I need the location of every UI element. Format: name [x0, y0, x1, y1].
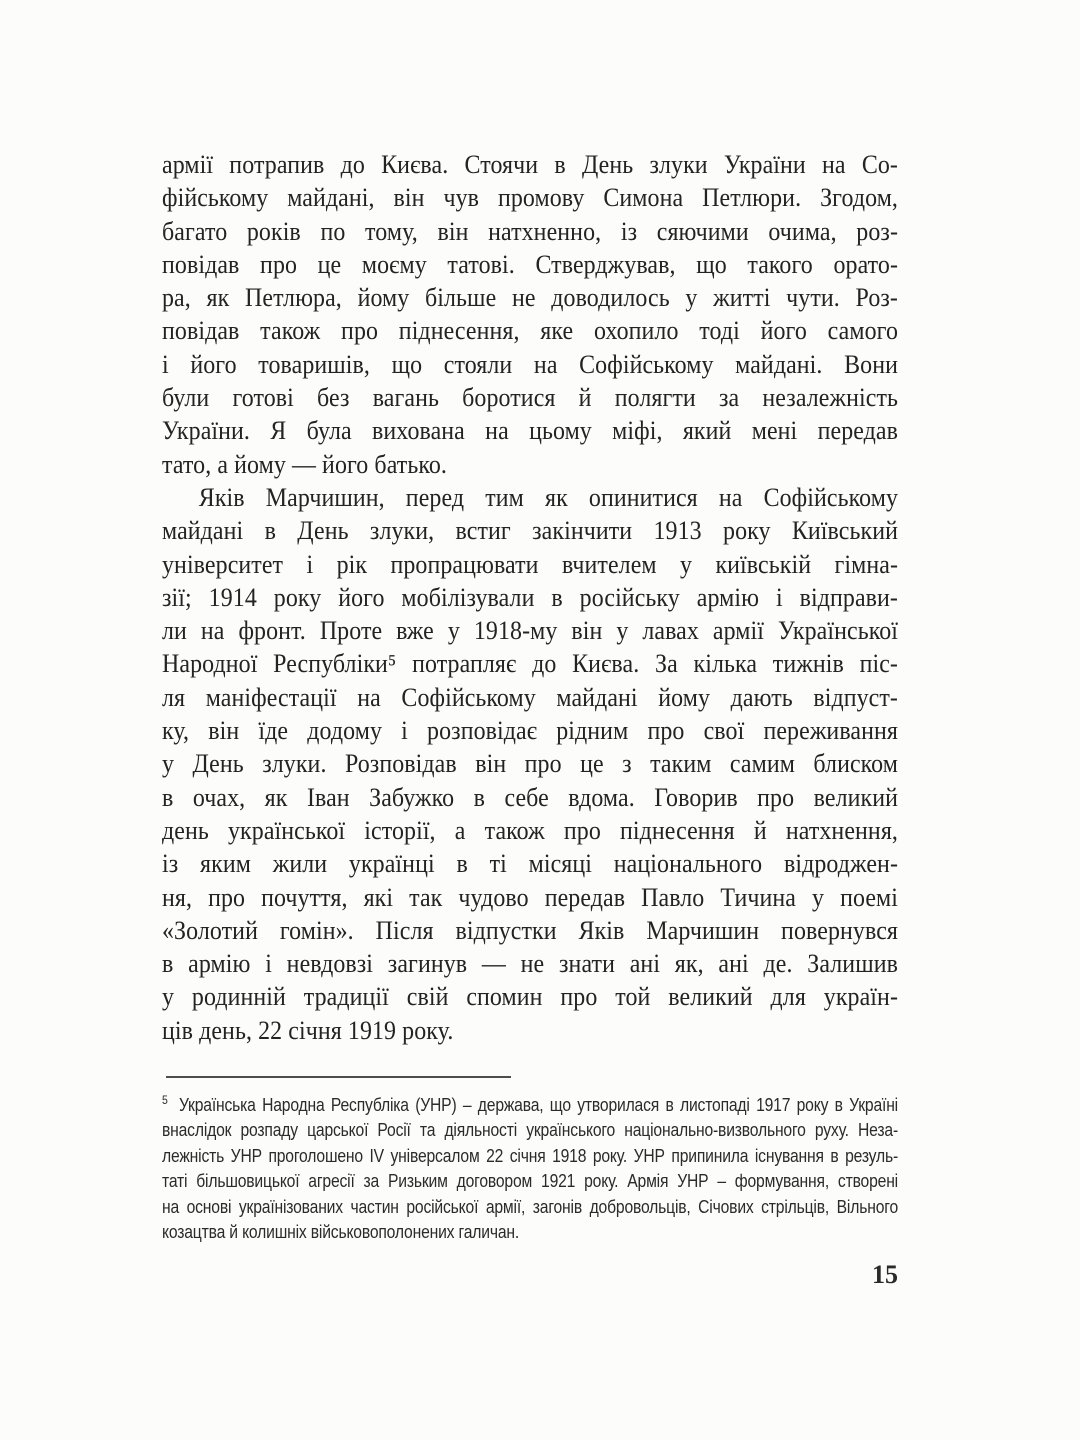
text-line: фійському майдані, він чув промову Симона Петлюри. Згодом,: [162, 183, 898, 213]
footnote: [162, 1088, 898, 1245]
text-line: майдані в День злуки, встиг закінчити 1913 року Київський: [162, 516, 898, 546]
text-line: тато, а йому — його батько.: [162, 449, 447, 479]
footnote-line: $^5$ Українська Народна Республіка (УНР) – держава, що утворилася в листопаді 1917 року в Україні: [162, 1093, 898, 1115]
text-line: були готові без вагань боротися й полягти за незалежність: [162, 383, 898, 413]
text-line: ня, про почуття, які так чудово передав Павло Тичина у поемі: [162, 882, 898, 912]
text-line: із яким жили українці в ті місяці національного відроджен-: [162, 849, 898, 879]
text-line: багато років по тому, він натхненно, із сяючими очима, роз-: [162, 216, 898, 246]
footnote-line: лежність УНР проголошено IV універсалом 22 січня 1918 року. УНР припинила існування в резуль-: [162, 1145, 898, 1166]
text-line: у родинній традиції свій спомин про той великий для україн-: [162, 982, 898, 1012]
text-line: України. Я була вихована на цьому міфі, який мені передав: [162, 416, 898, 446]
text-block: [162, 148, 899, 1289]
text-line: зії; 1914 року його мобілізували в російську армію і відправи-: [162, 582, 898, 612]
text-line: університет і рік пропрацювати вчителем у київській гімна-: [162, 549, 898, 579]
footnote-line: внаслідок розпаду царської Росії та діяльності українського національно-визвольного руху. Неза-: [162, 1120, 898, 1141]
footnote-line: козацтва й колишніх військовополонених галичан.: [162, 1222, 520, 1243]
footnote-line: таті більшовицької агресії за Ризьким договором 1921 року. Армія УНР – формування, створені: [162, 1171, 898, 1192]
text-line: у День злуки. Розповідав він про це з таким самим блиском: [162, 749, 898, 779]
text-line: ли на фронт. Проте вже у 1918-му він у лавах армії Української: [162, 616, 898, 646]
text-line: Яків Марчишин, перед тим як опинитися на Софійському: [198, 482, 899, 512]
page-number: 15: [872, 1260, 898, 1289]
text-line: повідав також про піднесення, яке охопило тоді його самого: [162, 316, 898, 346]
text-line: «Золотий гомін». Після відпустки Яків Марчишин повернувся: [162, 915, 898, 945]
body-text: [162, 148, 898, 1047]
text-line: Народної Республіки⁵ потрапляє до Києва. За кілька тижнів піс-: [162, 649, 898, 679]
text-line: ра, як Петлюра, йому більше не доводилось у житті чути. Роз-: [162, 283, 898, 313]
text-line: армії потрапив до Києва. Стоячи в День злуки України на Со-: [162, 150, 898, 179]
text-line: в армію і невдовзі загинув — не знати ані як, ані де. Залишив: [162, 949, 898, 979]
footnote-marker: 5: [162, 1093, 168, 1107]
text-line: повідав про це моєму татові. Стверджував, що такого орато-: [162, 249, 898, 279]
text-line: день української історії, а також про піднесення й натхнення,: [162, 815, 898, 845]
text-line: і його товаришів, що стояли на Софійському майдані. Вони: [162, 349, 898, 379]
text-line: ку, він їде додому і розповідає рідним про свої переживання: [162, 716, 898, 746]
footnote-divider: [166, 1076, 511, 1078]
footnote-line: на основі українізованих частин російської армії, загонів добровольців, Січових стрільців, Вільного: [162, 1196, 898, 1217]
text-line: в очах, як Іван Забужко в себе вдома. Говорив про великий: [162, 782, 898, 812]
text-line: ля маніфестації на Софійському майдані йому дають відпуст-: [162, 682, 898, 712]
text-line: ців день, 22 січня 1919 року.: [162, 1015, 454, 1045]
